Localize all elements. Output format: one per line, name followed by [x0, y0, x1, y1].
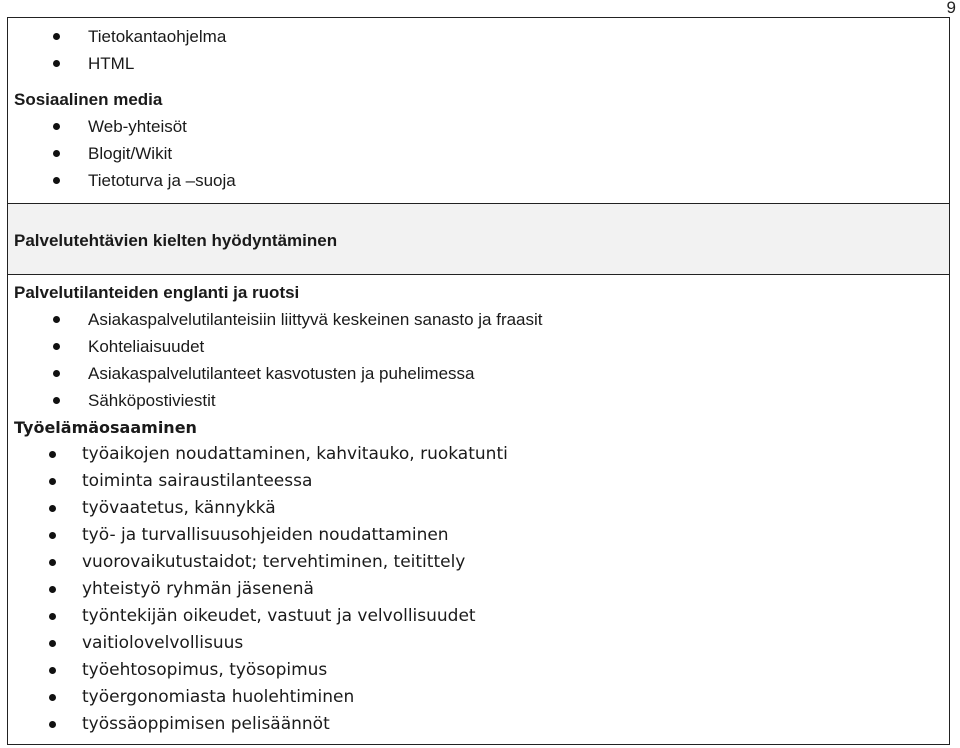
section-heading: Palvelutehtävien kielten hyödyntäminen: [14, 231, 338, 250]
list-item: työntekijän oikeudet, vastuut ja velvollisuudet: [8, 603, 949, 630]
list-item: Web-yhteisöt: [8, 113, 949, 140]
page-number: 9: [946, 0, 956, 17]
list-item: yhteistyö ryhmän jäsenenä: [8, 576, 949, 603]
section-heading: Työelämäosaaminen: [14, 418, 197, 437]
list-item: Blogit/Wikit: [8, 140, 949, 167]
table-cell-languages-header: [8, 203, 949, 275]
bullet-list-top: [8, 23, 949, 77]
curriculum-table: [7, 17, 950, 745]
list-item: työ- ja turvallisuusohjeiden noudattaminen: [8, 522, 949, 549]
list-item: Tietoturva ja –suoja: [8, 167, 949, 194]
bullet-list-languages: [8, 306, 949, 414]
section-heading: Sosiaalinen media: [14, 90, 163, 109]
list-item: työehtosopimus, työsopimus: [8, 657, 949, 684]
list-item: työvaatetus, kännykkä: [8, 495, 949, 522]
list-item: vuorovaikutustaidot; tervehtiminen, teitittely: [8, 549, 949, 576]
list-item: vaitiolovelvollisuus: [8, 630, 949, 657]
table-cell-languages-content: [8, 275, 949, 744]
bullet-list-social-media: [8, 113, 949, 194]
list-item: Sähköpostiviestit: [8, 387, 949, 414]
list-item: Tietokantaohjelma: [8, 23, 949, 50]
list-item: toiminta sairaustilanteessa: [8, 468, 949, 495]
list-item: Asiakaspalvelutilanteisiin liittyvä keskeinen sanasto ja fraasit: [8, 306, 949, 333]
table-cell-media: [8, 18, 949, 203]
list-item: työergonomiasta huolehtiminen: [8, 684, 949, 711]
list-item: HTML: [8, 50, 949, 77]
bullet-list-working-life: [8, 441, 949, 738]
list-item: työaikojen noudattaminen, kahvitauko, ruokatunti: [8, 441, 949, 468]
list-item: työssäoppimisen pelisäännöt: [8, 711, 949, 738]
list-item: Asiakaspalvelutilanteet kasvotusten ja puhelimessa: [8, 360, 949, 387]
list-item: Kohteliaisuudet: [8, 333, 949, 360]
section-heading: Palvelutilanteiden englanti ja ruotsi: [14, 283, 300, 302]
